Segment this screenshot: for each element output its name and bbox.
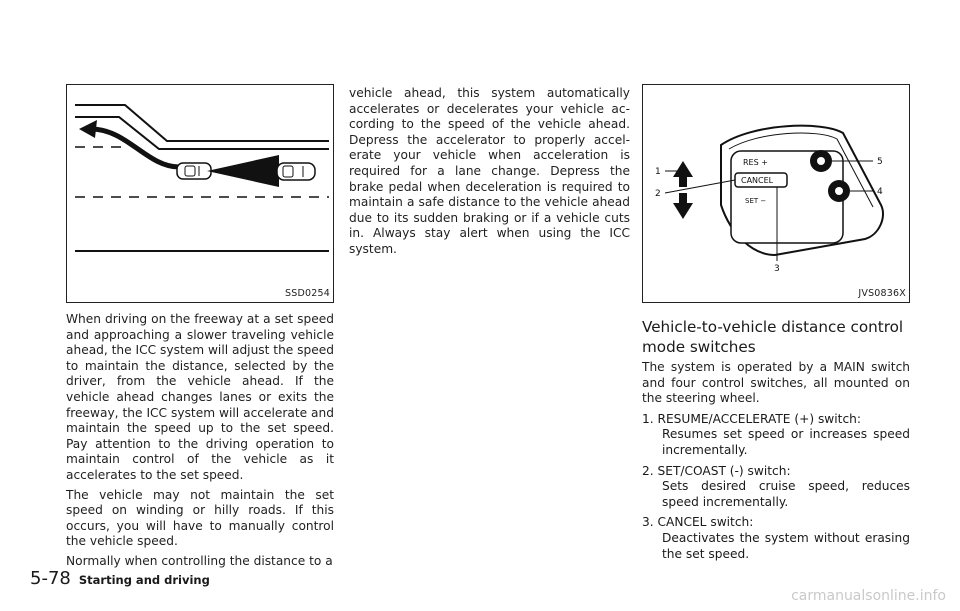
left-paragraph-1: When driving on the freeway at a set speed and approaching a slower traveling vehicle ahead, the ICC system will adjust the speed to maintain the distance, selected by the driver, from the vehicle ahead. If the vehicle ahead changes lanes or exits the freeway, the ICC system will accelerate and maintain the speed up to the set speed. Pay attention to the driving operation to maintain control of the vehicle as it accelerates to the set speed. xyxy=(66,312,334,482)
section-heading-line2: mode switches xyxy=(642,338,756,356)
figure-code-left: SSD0254 xyxy=(285,288,330,299)
list-item-desc: Sets desired cruise speed, reduces speed incrementally. xyxy=(662,479,910,509)
list-item-desc: Deactivates the system without erasing the set speed. xyxy=(662,530,910,561)
callout-number-1: 1 xyxy=(655,167,661,177)
set-switch-label: SET − xyxy=(745,197,767,205)
res-switch-label: RES + xyxy=(743,158,768,167)
list-item xyxy=(642,464,910,511)
steering-switch-drawing xyxy=(643,85,911,304)
road-illustration-figure xyxy=(66,84,334,303)
section-heading-line1: Vehicle-to-vehicle distance control xyxy=(642,318,904,336)
distance-icon-lower xyxy=(835,187,843,195)
switch-list xyxy=(642,412,910,562)
middle-column xyxy=(349,86,630,258)
left-paragraph-3: Normally when controlling the distance to a xyxy=(66,553,333,568)
up-arrow-icon xyxy=(673,161,693,177)
figure-code-right: JVS0836X xyxy=(858,288,906,299)
watermark-text: carmanualsonline.info xyxy=(791,588,946,604)
callout-number-3: 3 xyxy=(774,264,780,274)
lane-change-drawing xyxy=(67,85,335,304)
list-item-desc: Resumes set speed or increases speed incrementally. xyxy=(662,427,910,457)
own-vehicle-icon xyxy=(277,163,315,180)
left-column xyxy=(66,312,334,570)
steering-switch-figure xyxy=(642,84,910,303)
list-item-title: 1. RESUME/ACCELERATE (+) switch: xyxy=(642,411,861,426)
middle-paragraph: vehicle ahead, this system automatically accelerates or decelerates your vehicle ac-cording to the speed of the vehicle ahead. Depress the accelerator to properly accel-erate your vehicle when acceleration is required for a lane change. Depress the brake pedal when deceleration is required to maintain a safe distance to the vehicle ahead due to its sudden braking or if a vehicle cuts in. Always stay alert when using the ICC system. xyxy=(349,86,630,256)
left-paragraph-2: The vehicle may not maintain the set speed on winding or hilly roads. If this occurs, you will have to manually control the vehicle speed. xyxy=(66,487,334,549)
list-item-title: 3. CANCEL switch: xyxy=(642,515,754,530)
up-arrow-shaft xyxy=(679,175,687,187)
right-column xyxy=(642,317,910,562)
down-arrow-icon xyxy=(673,203,693,219)
section-heading xyxy=(642,317,910,357)
page-footer xyxy=(30,568,210,589)
callout-number-5: 5 xyxy=(877,157,883,167)
right-intro-paragraph: The system is operated by a MAIN switch and four control switches, all mounted on the steering wheel. xyxy=(642,360,910,406)
list-item xyxy=(642,515,910,562)
callout-number-4: 4 xyxy=(877,187,883,197)
distance-icon-upper xyxy=(817,157,825,165)
vehicle-ahead-icon xyxy=(177,163,211,179)
callout-number-2: 2 xyxy=(655,189,661,199)
lane-change-arrowhead-icon xyxy=(79,120,97,138)
radar-beam-shape xyxy=(207,155,279,187)
list-item xyxy=(642,412,910,459)
section-name: Starting and driving xyxy=(78,573,210,587)
cancel-switch-label: CANCEL xyxy=(741,176,774,185)
page-number: 5-78 xyxy=(30,568,71,589)
list-item-title: 2. SET/COAST (-) switch: xyxy=(642,463,791,478)
